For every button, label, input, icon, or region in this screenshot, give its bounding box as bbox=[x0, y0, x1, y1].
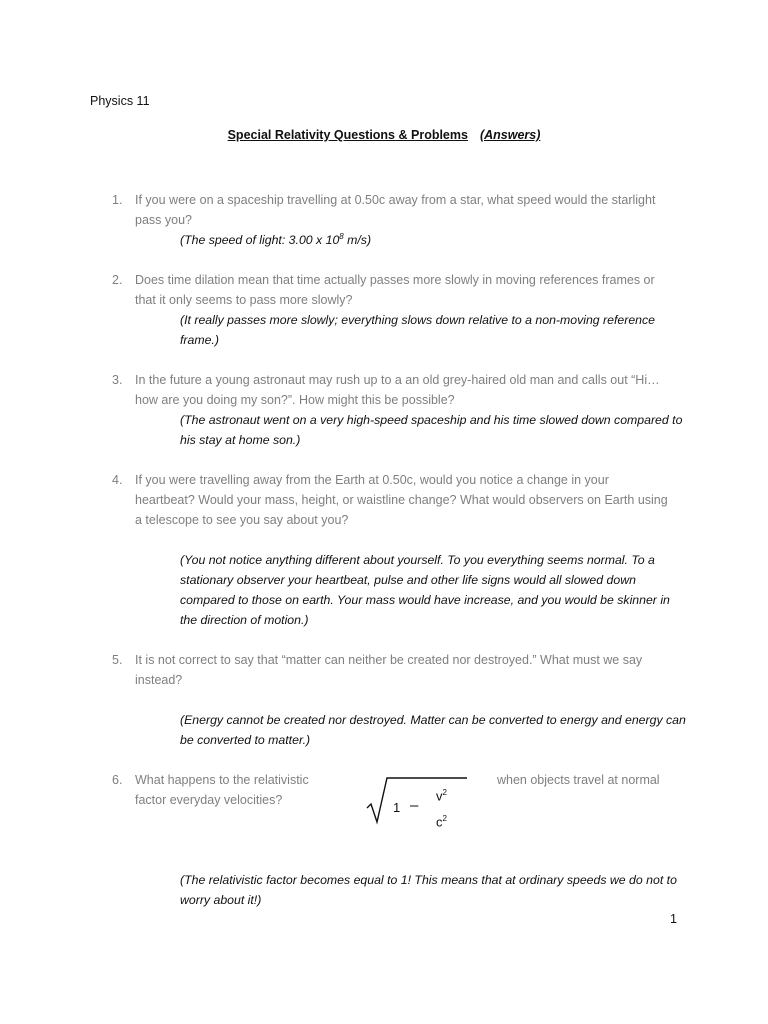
question-6 bbox=[112, 770, 342, 810]
question-number: 1. bbox=[112, 193, 123, 207]
page-title bbox=[0, 128, 768, 142]
question-1 bbox=[112, 190, 672, 230]
question-3 bbox=[112, 370, 672, 410]
denominator-exponent: 2 bbox=[442, 814, 447, 823]
answer-4: (You not notice anything different about yourself. To you everything seems normal. To a stationary observer your heartbeat, pulse and other life signs would all slowed down compared to those on earth. Your mass would have increase, and you would be skinner in the direction of motion.) bbox=[180, 553, 670, 627]
formula-minus: – bbox=[410, 797, 419, 814]
answer-5: (Energy cannot be created nor destroyed. Matter can be converted to energy and energy can be converted to matter.) bbox=[180, 713, 686, 747]
page-number: 1 bbox=[670, 912, 677, 926]
answer-3: (The astronaut went on a very high-speed spaceship and his time slowed down compared to his stay at home son.) bbox=[180, 413, 683, 447]
question-number: 2. bbox=[112, 273, 123, 287]
question-5 bbox=[112, 650, 672, 690]
answer-6: (The relativistic factor becomes equal to 1! This means that at ordinary speeds we do not to worry about it!) bbox=[180, 873, 677, 907]
square-root-sign bbox=[365, 772, 475, 836]
question-text: It is not correct to say that “matter can neither be created nor destroyed.” What must we say instead? bbox=[135, 653, 643, 687]
question-text: If you were travelling away from the Earth at 0.50c, would you notice a change in your heartbeat? Would your mass, height, or waistline change? What would observers on Earth using a telescope to see you say about you? bbox=[135, 473, 668, 527]
question-text: Does time dilation mean that time actually passes more slowly in moving references frames or that it only seems to pass more slowly? bbox=[135, 273, 655, 307]
question-number: 4. bbox=[112, 473, 123, 487]
question-text: If you were on a spaceship travelling at 0.50c away from a star, what speed would the starlight pass you? bbox=[135, 193, 656, 227]
question-text: In the future a young astronaut may rush up to a an old grey-haired old man and calls out “Hi… how are you doing my son?”. How might this be possible? bbox=[135, 373, 660, 407]
denominator-symbol: c bbox=[436, 814, 443, 830]
numerator-exponent: 2 bbox=[442, 788, 447, 797]
answer-1 bbox=[180, 230, 690, 250]
question-2 bbox=[112, 270, 672, 310]
formula-numerator bbox=[436, 788, 447, 803]
question-6-continuation: when objects travel at normal bbox=[497, 773, 660, 787]
title-text: Special Relativity Questions & Problems bbox=[227, 128, 468, 142]
answer-text-suffix: m/s) bbox=[343, 233, 372, 247]
course-name: Physics 11 bbox=[90, 94, 150, 108]
question-text: What happens to the relativistic factor everyday velocities? bbox=[135, 773, 309, 807]
formula-one: 1 bbox=[393, 800, 401, 815]
relativistic-factor-formula bbox=[365, 772, 475, 836]
numerator-symbol: v bbox=[436, 788, 443, 804]
question-number: 6. bbox=[112, 773, 123, 787]
question-number: 3. bbox=[112, 373, 123, 387]
formula-denominator bbox=[436, 814, 447, 829]
question-4 bbox=[112, 470, 672, 530]
answer-exponent: 8 bbox=[339, 231, 344, 241]
question-number: 5. bbox=[112, 653, 123, 667]
answers-tag: (Answers) bbox=[479, 128, 541, 142]
answer-text: (The speed of light: 3.00 x 10 bbox=[180, 233, 340, 247]
answer-2: (It really passes more slowly; everything slows down relative to a non-moving reference frame.) bbox=[180, 313, 656, 347]
